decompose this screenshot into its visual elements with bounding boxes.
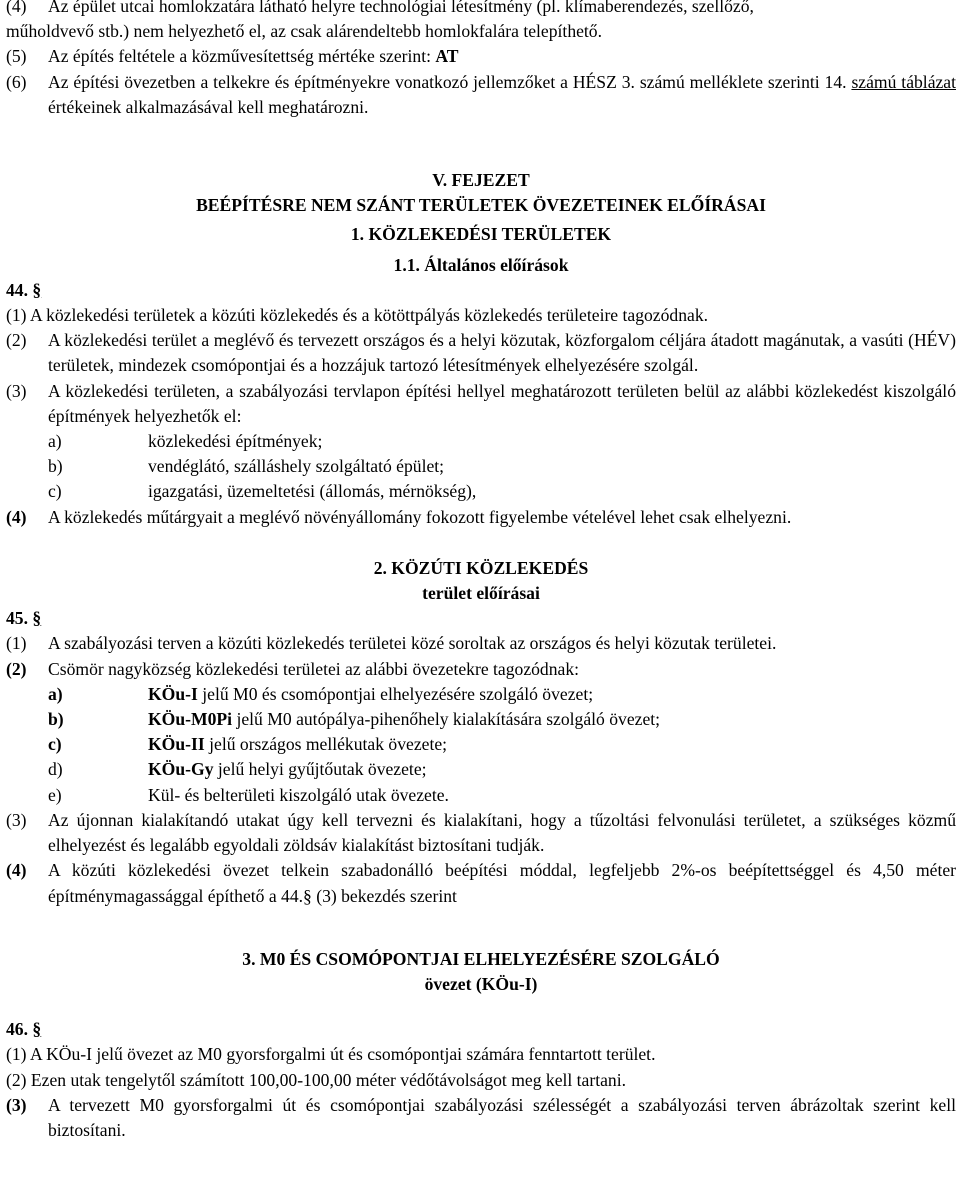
section-heading: 1. KÖZLEKEDÉSI TERÜLETEK [350,224,612,245]
section-number: 44. [6,279,28,300]
s45-paragraph-2 [6,657,956,682]
list-label: c) [48,481,62,502]
list-label: c) [48,734,62,755]
list-text: közlekedési építmények; [148,431,323,452]
table-link[interactable]: számú táblázat [851,71,957,92]
paragraph-number: (3) [6,809,27,830]
paragraph-number: (3) [6,380,27,401]
list-label: b) [48,456,63,477]
section-symbol: § [32,608,42,629]
list-label: d) [48,759,63,780]
paragraph-number: (1) [6,633,27,654]
zone-code: KÖu-II [148,734,205,755]
section-number: 46. [6,1019,28,1040]
section-46-heading [6,1017,956,1042]
s46-paragraph-2: (2) Ezen utak tengelytől számított 100,00-100,00 méter védőtávolságot meg kell tartani. [6,1069,627,1090]
paragraph-text: A közlekedési terület a meglévő és tervezett országos és a helyi közutak, közforgalom céljára átadott magánutak, a vasúti (HÉV) területek, mindezek csomópontjai és a hozzájuk tartozó létesítmények elhelyezésére szolgál. [48,330,956,376]
zone-item [6,732,956,757]
section-symbol: § [32,279,42,300]
zone-code: KÖu-I [148,683,198,704]
list-label: a) [48,431,62,452]
paragraph-number: (4) [6,506,27,527]
section-45-heading [6,606,956,631]
paragraph-4 [6,0,956,44]
paragraph-number: (3) [6,1094,27,1115]
s46-paragraph-3 [6,1093,956,1143]
paragraph-text: Az építés feltétele a közművesítettség mértéke szerint: [48,46,436,67]
zone-item [6,757,956,782]
list-item [6,454,956,479]
paragraph-text: Az épület utcai homlokzatára látható helyre technológiai létesítmény (pl. klímaberendezés, szellőző, [48,0,754,16]
paragraph-number: (4) [6,0,27,16]
list-text: vendéglátó, szálláshely szolgáltató épület; [148,456,445,477]
list-label: b) [48,709,64,730]
zone-code: KÖu-M0Pi [148,709,233,730]
s45-paragraph-1 [6,631,956,656]
list-text: jelű M0 autópálya-pihenőhely kialakítására szolgáló övezet; [232,709,661,730]
s45-paragraph-4 [6,858,956,908]
document-page [6,0,956,1143]
subsection-heading: 1.1. Általános előírások [393,254,569,275]
chapter-title: V. FEJEZET [432,170,530,191]
s45-paragraph-3 [6,808,956,858]
paragraph-text: Az újonnan kialakítandó utakat úgy kell tervezni és kialakítani, hogy a tűzoltási felvonulási területet, a szükséges közmű elhelyezést és legalább egyoldali zöldsáv kialakítást biztosítani tudják. [48,809,956,856]
list-item [6,429,956,454]
list-text: igazgatási, üzemeltetési (állomás, mérnökség), [148,481,477,502]
s46-paragraph-1: (1) A KÖu-I jelű övezet az M0 gyorsforgalmi út és csomópontjai számára fenntartott terület. [6,1044,656,1065]
section-subtitle: terület előírásai [422,583,540,604]
s44-paragraph-4 [6,505,956,530]
zone-code: KÖu-Gy [148,759,214,780]
paragraph-number: (5) [6,46,27,67]
paragraph-number: (2) [6,658,27,679]
paragraph-bold: AT [435,46,459,67]
section-heading: 2. KÖZÚTI KÖZLEKEDÉS [373,557,589,578]
chapter-subtitle: BEÉPÍTÉSRE NEM SZÁNT TERÜLETEK ÖVEZETEINEK ELŐÍRÁSAI [196,195,766,216]
zone-item [6,783,956,808]
section-number: 45. [6,608,28,629]
paragraph-text: Csömör nagyközség közlekedési területei az alábbi övezetekre tagozódnak: [48,658,580,679]
section-symbol: § [32,1019,42,1040]
section-44-heading [6,278,956,303]
section-heading: 3. M0 ÉS CSOMÓPONTJAI ELHELYEZÉSÉRE SZOLGÁLÓ [242,948,720,969]
s44-paragraph-2 [6,328,956,378]
paragraph-text: Az építési övezetben a telkekre és építményekre vonatkozó jellemzőket a HÉSZ 3. számú melléklete szerinti 14. [48,71,852,92]
list-label: e) [48,784,62,805]
zone-item [6,682,956,707]
paragraph-number: (2) [6,330,27,351]
s44-paragraph-1: (1) A közlekedési területek a közúti közlekedés és a kötöttpályás közlekedés területeire tagozódnak. [6,305,709,326]
s44-paragraph-3 [6,379,956,429]
list-text: Kül- és belterületi kiszolgáló utak övezete. [148,784,449,805]
paragraph-text: A szabályozási terven a közúti közlekedés területei közé soroltak az országos és helyi közutak területei. [48,633,777,654]
paragraph-6 [6,70,956,120]
paragraph-5 [6,44,956,69]
list-item [6,479,956,504]
list-label: a) [48,683,63,704]
paragraph-number: (4) [6,860,27,881]
paragraph-text: értékeinek alkalmazásával kell meghatározni. [48,96,369,117]
paragraph-text: műholdvevő stb.) nem helyezhető el, az csak alárendeltebb homlokfalára telepíthető. [6,21,603,42]
list-text: jelű M0 és csomópontjai elhelyezésére szolgáló övezet; [197,683,594,704]
paragraph-text: A közúti közlekedési övezet telkein szabadonálló beépítési móddal, legfeljebb 2%-os beépítettséggel és 4,50 méter építménymagassággal építhető a 44.§ (3) bekezdés szerint [48,860,956,906]
zone-item [6,707,956,732]
paragraph-text: A közlekedési területen, a szabályozási tervlapon építési hellyel meghatározott területen belül az alábbi közlekedést kiszolgáló építmények helyezhetők el: [48,380,956,426]
section-subtitle: övezet (KÖu-I) [424,973,538,994]
paragraph-number: (6) [6,71,27,92]
paragraph-text: A közlekedés műtárgyait a meglévő növényállomány fokozott figyelembe vételével lehet csak elhelyezni. [48,506,792,527]
list-text: jelű helyi gyűjtőutak övezete; [213,759,427,780]
list-text: jelű országos mellékutak övezete; [204,734,448,755]
paragraph-text: A tervezett M0 gyorsforgalmi út és csomópontjai szabályozási szélességét a szabályozási terven ábrázoltak szerint kell biztosítani. [48,1094,956,1140]
